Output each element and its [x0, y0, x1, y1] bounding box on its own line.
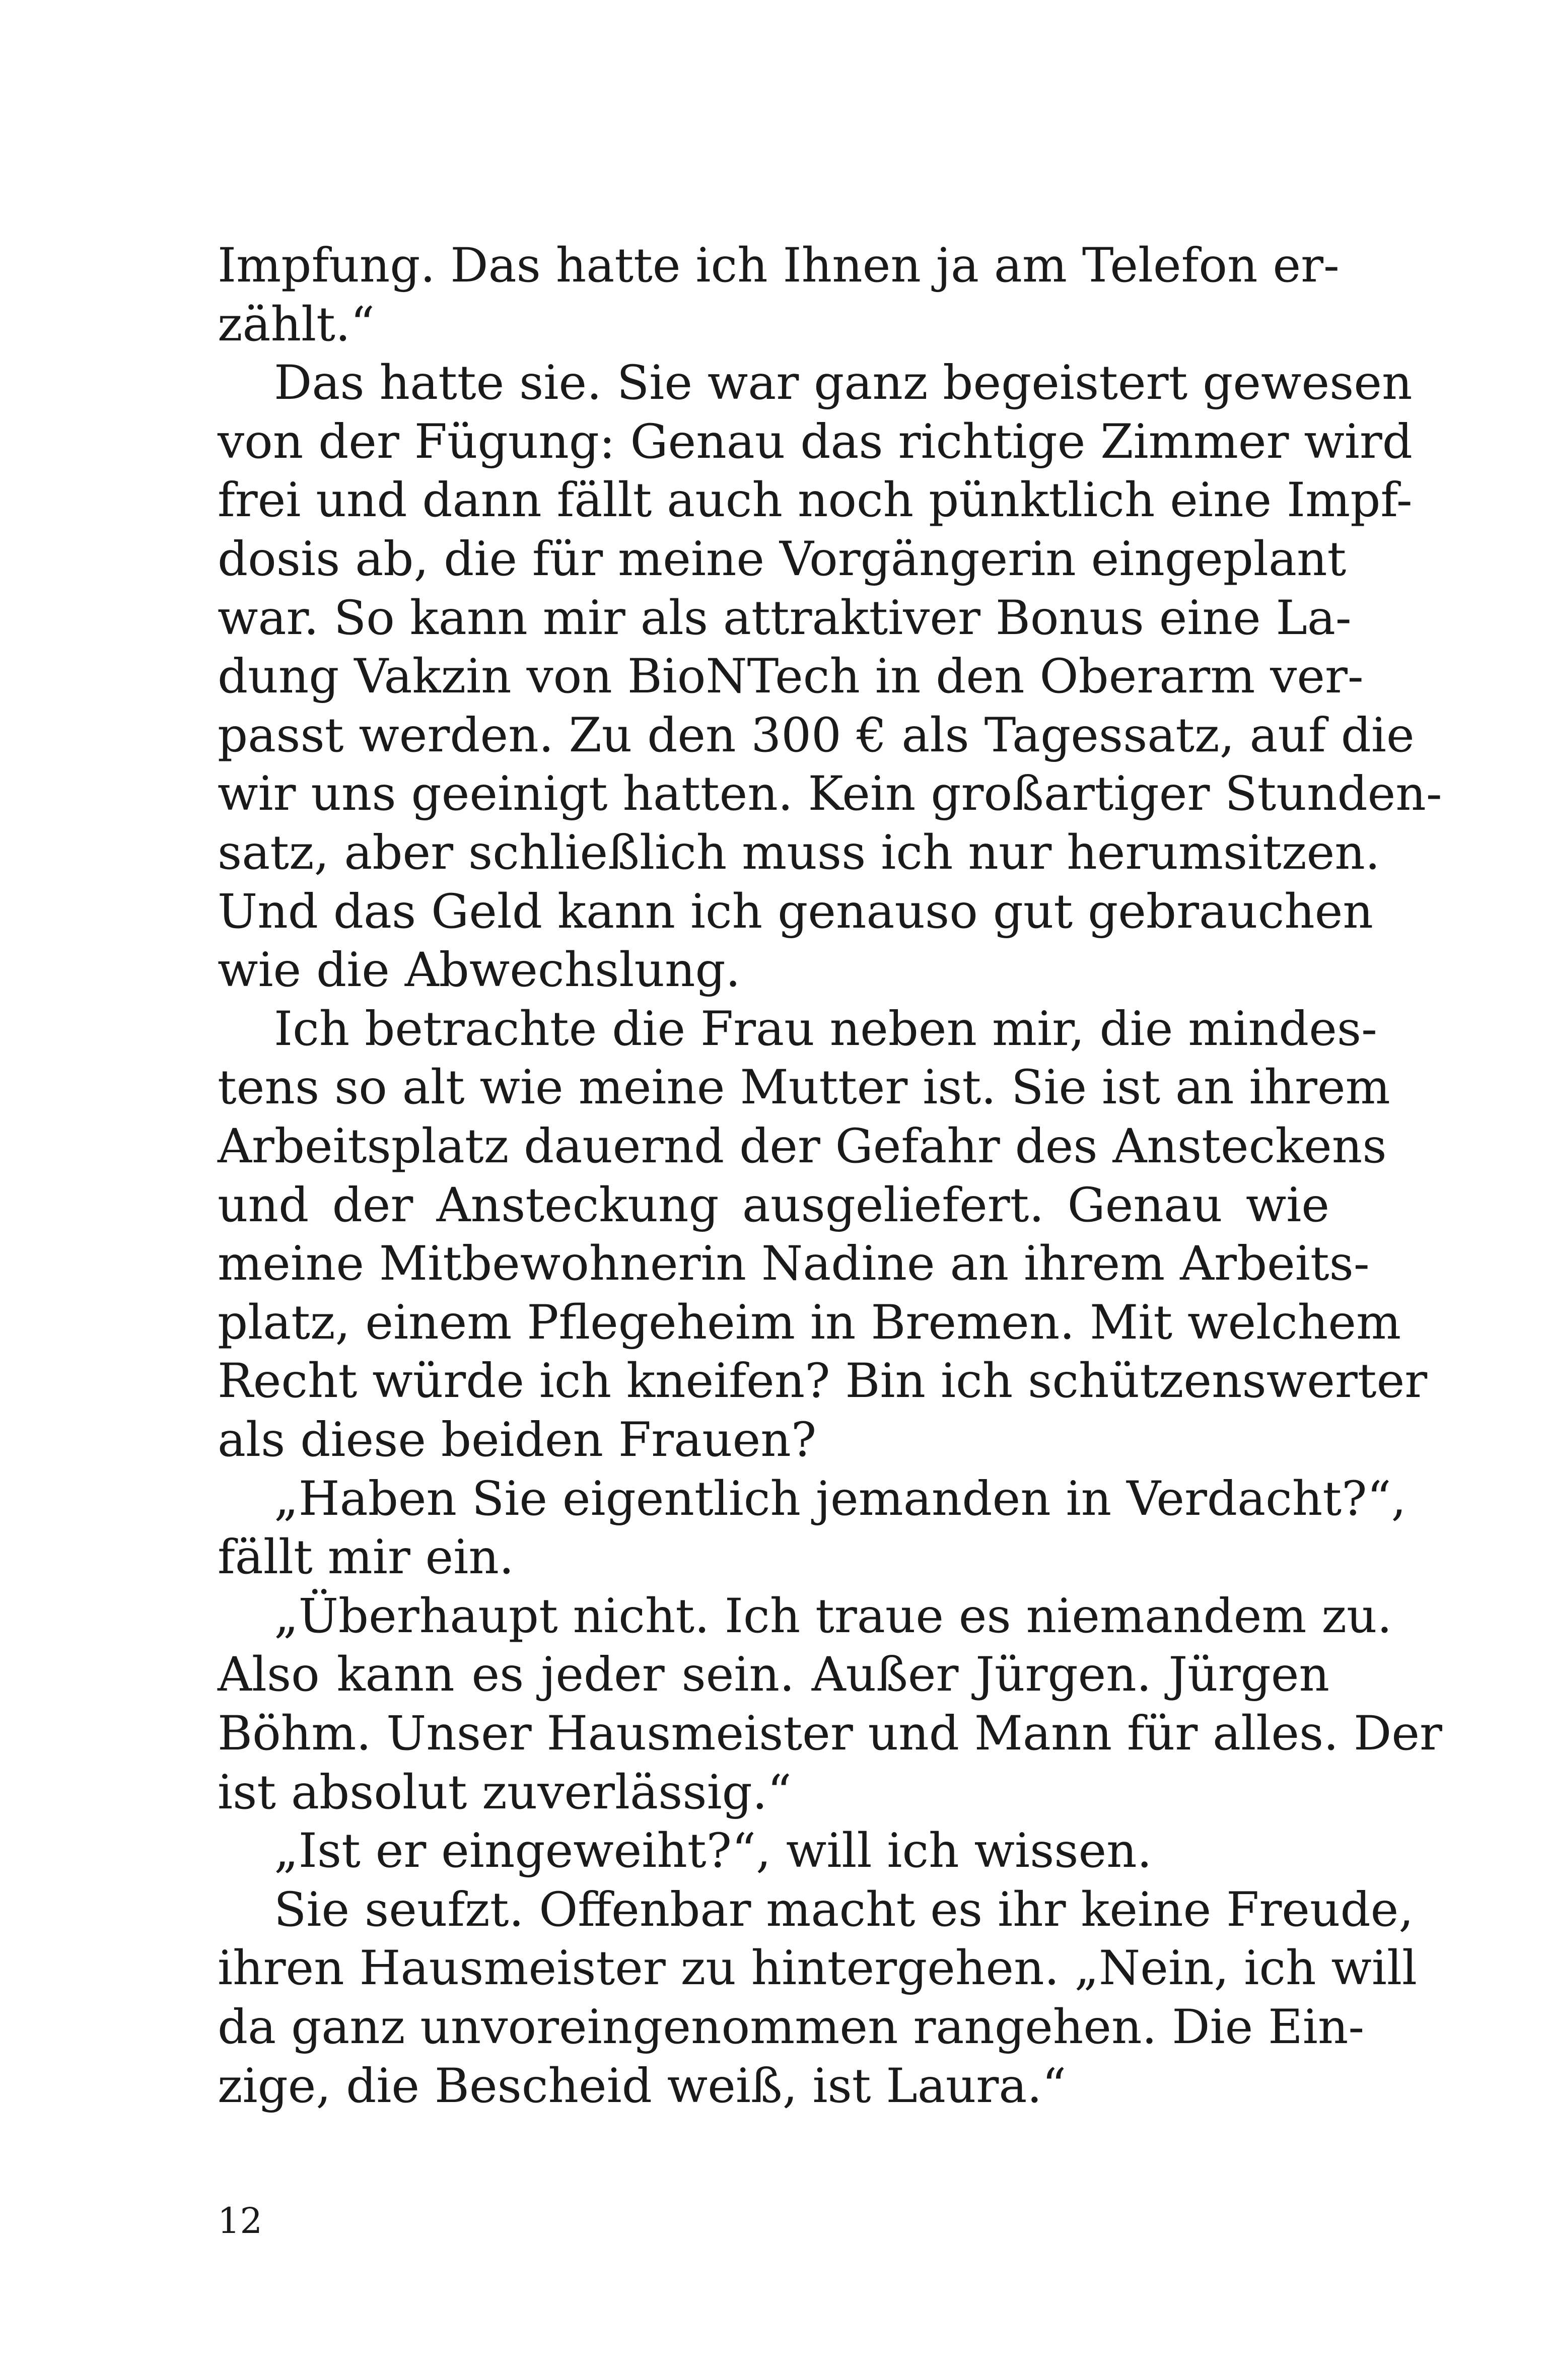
text-line: dosis ab, die für meine Vorgängerin eingeplant [218, 532, 1347, 587]
text-line: von der Fügung: Genau das richtige Zimmer wird [218, 414, 1413, 469]
text-line: und der Ansteckung ausgeliefert. Genau wie [218, 1177, 1329, 1233]
text-line: ist absolut zuverlässig.“ [218, 1765, 792, 1820]
text-line: ihren Hausmeister zu hintergehen. „Nein, ich will [218, 1941, 1418, 1996]
text-line: dung Vakzin von BioNTech in den Oberarm ver- [218, 649, 1364, 705]
text-line: Ich betrachte die Frau neben mir, die mindes- [274, 1001, 1377, 1057]
text-line: wie die Abwechslung. [218, 943, 741, 998]
text-line: „Ist er eingeweiht?“, will ich wissen. [274, 1824, 1152, 1879]
text-line: Das hatte sie. Sie war ganz begeistert gewesen [274, 356, 1413, 411]
page-number: 12 [218, 2200, 263, 2242]
text-line: fällt mir ein. [218, 1530, 514, 1585]
text-line: war. So kann mir als attraktiver Bonus eine La- [218, 590, 1352, 646]
text-line: Recht würde ich kneifen? Bin ich schützenswerter [218, 1354, 1428, 1409]
text-line: passt werden. Zu den 300 € als Tagessatz, auf die [218, 708, 1415, 763]
text-line: Arbeitsplatz dauernd der Gefahr des Ansteckens [218, 1119, 1387, 1174]
text-line: Böhm. Unser Hausmeister und Mann für alles. Der [218, 1706, 1442, 1761]
text-line: zige, die Bescheid weiß, ist Laura.“ [218, 2058, 1067, 2114]
text-line: „Haben Sie eigentlich jemanden in Verdacht?“, [274, 1471, 1407, 1526]
text-line: satz, aber schließlich muss ich nur herumsitzen. [218, 825, 1380, 880]
text-line: meine Mitbewohnerin Nadine an ihrem Arbeits- [218, 1236, 1370, 1292]
text-line: tens so alt wie meine Mutter ist. Sie ist an ihrem [218, 1060, 1390, 1115]
text-line: Impfung. Das hatte ich Ihnen ja am Telefon er- [218, 238, 1340, 293]
text-line: „Überhaupt nicht. Ich traue es niemandem zu. [274, 1588, 1392, 1644]
text-line: Sie seufzt. Offenbar macht es ihr keine Freude, [274, 1882, 1414, 1937]
text-line: platz, einem Pflegeheim in Bremen. Mit welchem [218, 1295, 1401, 1350]
text-line: zählt.“ [218, 297, 375, 352]
text-line: frei und dann fällt auch noch pünktlich eine Impf- [218, 473, 1413, 528]
text-line: Also kann es jeder sein. Außer Jürgen. Jürgen [218, 1647, 1329, 1703]
text-line: da ganz unvoreingenommen rangehen. Die Ein- [218, 2000, 1365, 2055]
text-line: Und das Geld kann ich genauso gut gebrauchen [218, 884, 1373, 939]
text-line: als diese beiden Frauen? [218, 1413, 817, 1467]
text-line: wir uns geeinigt hatten. Kein großartiger Stunden- [218, 766, 1442, 822]
